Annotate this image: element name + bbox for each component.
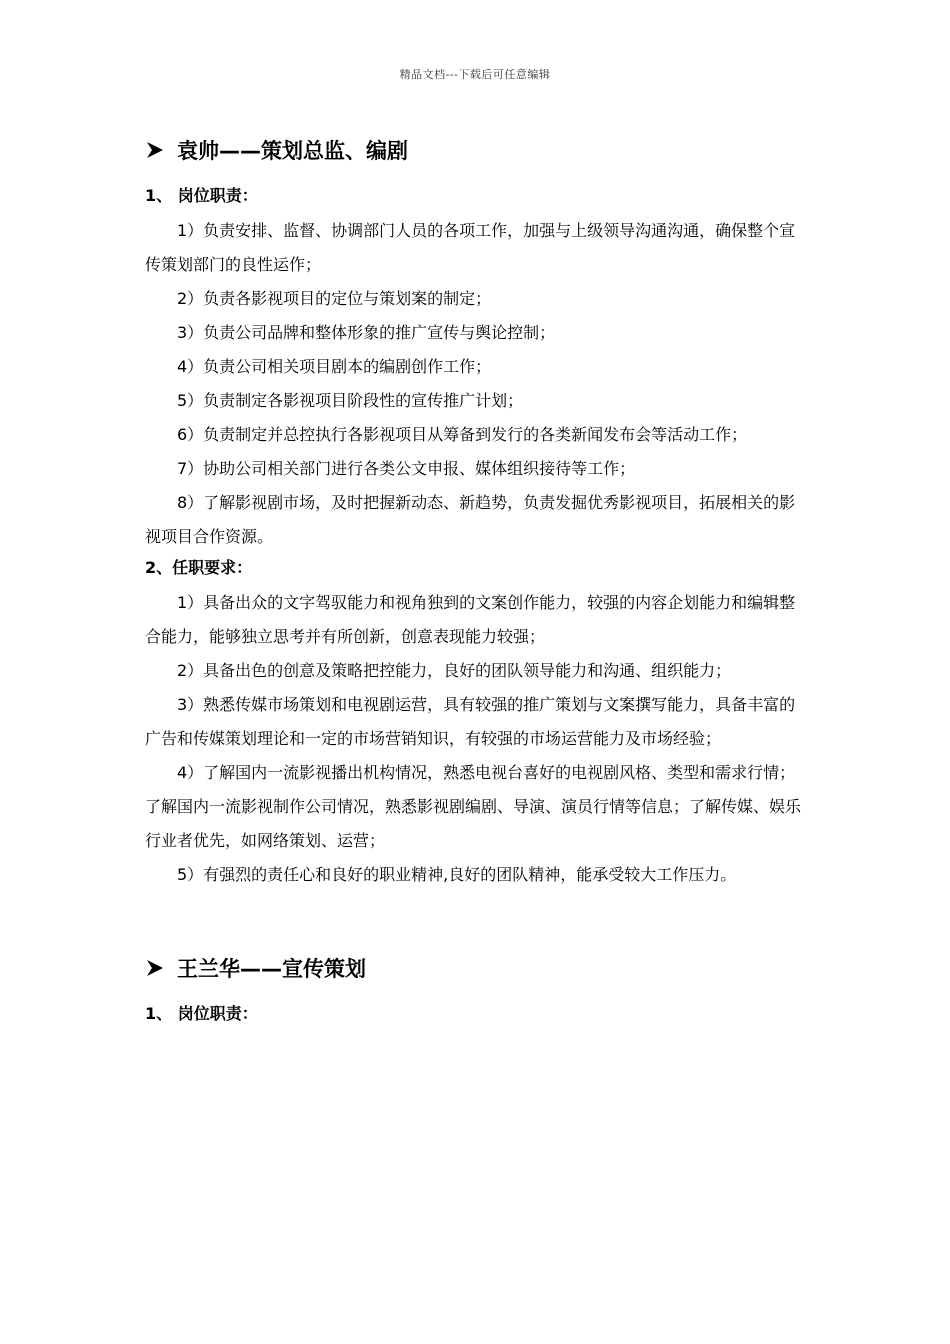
section-title-text: 王兰华——宣传策划	[177, 957, 366, 981]
page-header: 精品文档---下载后可任意编辑	[399, 68, 551, 81]
arrow-bullet-icon	[145, 140, 165, 160]
requirement-item: 4）了解国内一流影视播出机构情况，熟悉电视台喜好的电视剧风格、类型和需求行情；了解国内一流影视制作公司情况，熟悉影视剧编剧、导演、演员行情等信息；了解传媒、娱乐行业者优先，如网络策划、运营；	[145, 763, 802, 850]
requirements-heading: 2、任职要求：	[145, 558, 253, 577]
duty-item: 1）负责安排、监督、协调部门人员的各项工作，加强与上级领导沟通沟通，确保整个宣传策划部门的良性运作；	[145, 221, 796, 274]
duty-item: 7）协助公司相关部门进行各类公文申报、媒体组织接待等工作；	[177, 459, 636, 478]
requirement-item: 1）具备出众的文字驾驭能力和视角独到的文案创作能力，较强的内容企划能力和编辑整合能力，能够独立思考并有所创新，创意表现能力较强；	[145, 593, 796, 646]
section-title-wang-lanhua	[145, 948, 810, 988]
document-body	[145, 130, 810, 1032]
duty-item: 6）负责制定并总控执行各影视项目从筹备到发行的各类新闻发布会等活动工作；	[177, 425, 748, 444]
duty-item: 2）负责各影视项目的定位与策划案的制定；	[177, 289, 492, 308]
duty-item: 3）负责公司品牌和整体形象的推广宣传与舆论控制；	[177, 323, 556, 342]
duties-heading: 1、 岗位职责：	[145, 186, 258, 205]
section-spacer	[145, 892, 810, 948]
duty-item: 8）了解影视剧市场，及时把握新动态、新趋势，负责发掘优秀影视项目，拓展相关的影视项目合作资源。	[145, 493, 796, 546]
section-title-yuan-shuai	[145, 130, 810, 170]
duty-item: 4）负责公司相关项目剧本的编剧创作工作；	[177, 357, 492, 376]
requirement-item: 2）具备出色的创意及策略把控能力，良好的团队领导能力和沟通、组织能力；	[177, 661, 732, 680]
section-title-text: 袁帅——策划总监、编剧	[177, 139, 408, 163]
arrow-bullet-icon	[145, 958, 165, 978]
requirement-item: 5）有强烈的责任心和良好的职业精神,良好的团队精神，能承受较大工作压力。	[177, 865, 737, 884]
requirement-item: 3）熟悉传媒市场策划和电视剧运营，具有较强的推广策划与文案撰写能力，具备丰富的广告和传媒策划理论和一定的市场营销知识，有较强的市场运营能力及市场经验；	[145, 695, 796, 748]
duties-heading: 1、 岗位职责：	[145, 1004, 258, 1023]
duty-item: 5）负责制定各影视项目阶段性的宣传推广计划；	[177, 391, 524, 410]
